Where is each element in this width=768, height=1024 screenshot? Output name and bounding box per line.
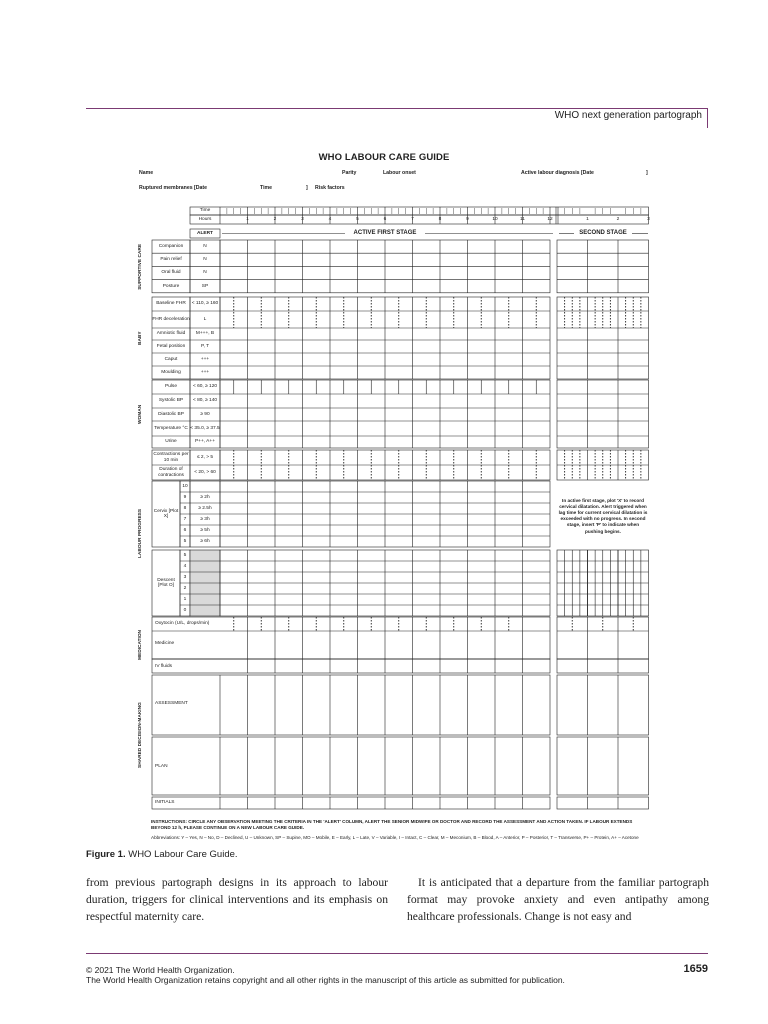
parity-label: Parity [342, 170, 357, 176]
baby-alert-value: P, T [200, 343, 210, 349]
baby-alert-value: M+++, B [195, 331, 215, 337]
running-title: WHO next generation partograph [554, 110, 702, 121]
baby-row-label: Baseline FHR [156, 301, 186, 307]
initials-row [152, 797, 550, 809]
woman-row-label: Urine [165, 439, 177, 445]
iv-fluids-second-row [557, 659, 649, 673]
plan-label: PLAN [155, 764, 168, 770]
second-hour-label: 2 [616, 216, 620, 222]
contraction-alert-value: < 20, > 60 [194, 469, 216, 475]
woman-alert-value: ≥ 90 [200, 411, 210, 417]
labour-onset-label: Labour onset [383, 170, 416, 176]
woman-row-label: Pulse [165, 384, 177, 390]
supportive-alert-value: N [203, 244, 207, 250]
woman-alert-value: < 35.0, ≥ 37.5 [190, 425, 220, 431]
hour-label: 12 [547, 216, 553, 222]
baby-row-label: Fetal position [156, 343, 186, 349]
descent-station-number: 0 [183, 607, 187, 613]
section-supportive-care: SUPPORTIVE CARE [138, 243, 143, 290]
hour-label: 8 [438, 216, 442, 222]
contraction-alert-value: ≤ 2, > 5 [196, 454, 214, 460]
cervix-alert-value: ≥ 5h [200, 527, 210, 533]
figure-label: Figure 1. [86, 849, 126, 860]
supportive-alert-value: SP [201, 283, 209, 289]
supportive-row-label: Oral fluid [161, 270, 181, 276]
hour-label: 5 [356, 216, 359, 222]
footer-copyright: © 2021 The World Health Organization. [86, 965, 235, 975]
cervix-alert-value: ≥ 2.5h [198, 505, 212, 511]
section-shared-decision-making: SHARED DECISION-MAKING [138, 702, 143, 768]
cervix-note: In active first stage, plot 'X' to record cervical dilatation. Alert triggered when lag time for current cervical dilatation is exceeded with no progress. In second stage, insert 'P' to indicate when pushing begins. [558, 498, 648, 534]
body-left-column: from previous partograph designs in its approach to labour duration, triggers for clinical interventions and its emphasis on respectful maternity care. [86, 876, 388, 923]
hour-label: 10 [492, 216, 498, 222]
cervix-dilation-number: 7 [183, 516, 187, 522]
oxytocin-label: Oxytocin (U/L, drops/min) [155, 621, 210, 627]
medicine-label: Medicine [155, 641, 175, 647]
hours-row-label: Hours [198, 216, 212, 222]
second-hour-label: 3 [647, 216, 650, 222]
figure-caption [86, 849, 238, 860]
woman-row-label: Diastolic BP [158, 411, 184, 417]
hour-label: 9 [466, 216, 469, 222]
hour-label: 4 [328, 216, 332, 222]
supportive-alert-value: N [203, 270, 207, 276]
woman-row-label: Systolic BP [158, 398, 184, 404]
ruptured-membranes-label: Ruptured membranes [Date [139, 185, 208, 191]
hour-label: 1 [246, 216, 249, 222]
cervix-label: Cervix [Plot X] [153, 508, 179, 519]
active-first-stage-label: ACTIVE FIRST STAGE [353, 230, 417, 237]
cervix-dilation-number: 6 [183, 527, 187, 533]
active-diagnosis-close: ] [646, 170, 648, 176]
plan-second-box [557, 737, 649, 795]
rupture-bracket-close: ] [306, 185, 308, 191]
second-stage-label: SECOND STAGE [579, 230, 627, 237]
woman-alert-value: < 80, ≥ 140 [192, 398, 218, 404]
rupture-time-label: Time [260, 185, 273, 191]
baby-row-label: Caput [164, 356, 178, 362]
footer-rule [86, 953, 708, 954]
baby-alert-value: L [203, 316, 207, 322]
section-woman: WOMAN [138, 404, 143, 424]
cervix-dilation-number: 10 [182, 483, 188, 489]
baby-alert-value: +++ [200, 369, 210, 375]
baby-alert-value: < 110, ≥ 160 [191, 301, 219, 307]
baby-row-label: FHR deceleration [152, 316, 190, 322]
iv-fluids-label: IV fluids [155, 664, 173, 670]
descent-station-number: 1 [183, 596, 187, 602]
descent-station-number: 3 [183, 574, 187, 580]
descent-station-number: 4 [183, 563, 187, 569]
plan-box [152, 737, 550, 795]
instructions-text: INSTRUCTIONS: CIRCLE ANY OBSERVATION MEETING THE CRITERIA IN THE 'ALERT' COLUMN, ALERT THE SENIOR MIDWIFE OR DOCTOR AND RECORD THE ASSESSMENT AND ACTION TAKEN. IF LABOUR EXTENDS BEYOND 12 h, PLEASE CONTINUE ON A NEW LABOUR CARE GUIDE. [151, 819, 633, 830]
supportive-row-label: Companion [158, 244, 184, 250]
baby-row-label: Moulding [161, 369, 181, 375]
descent-station-number: 2 [183, 585, 187, 591]
time-row-label: Time [199, 208, 211, 214]
section-labour-progress: LABOUR PROGRESS [138, 508, 143, 558]
name-label: Name [139, 170, 154, 176]
cervix-dilation-number: 8 [183, 505, 187, 511]
initials-label: INITIALS [155, 800, 175, 806]
baby-row-label: Amniotic fluid [156, 331, 186, 337]
hour-label: 3 [301, 216, 304, 222]
page-number: 1659 [683, 963, 708, 975]
hour-label: 11 [520, 216, 525, 222]
woman-alert-value: P++, A++ [194, 439, 215, 445]
descent-station-number: 5 [183, 552, 187, 558]
cervix-alert-value: ≥ 3h [200, 516, 210, 522]
abbreviations-text: Abbreviations: Y – Yes, N – No, D – Declined, U – Unknown, SP – Supine, MO – Mobile, E – Early, L – Late, V – Variable, I – Intact, C – Clear, M – Meconium, B – Blood, A – Anterior, P – Posterior, T – Transverse, P+ – Protein, A+ – Acetone [151, 835, 639, 840]
cervix-alert-value: ≥ 6h [200, 538, 210, 544]
cervix-alert-value [190, 481, 220, 492]
alert-header: ALERT [197, 230, 213, 236]
supportive-alert-value: N [203, 257, 207, 263]
form-title: WHO LABOUR CARE GUIDE [318, 152, 450, 163]
figure-caption-text: WHO Labour Care Guide. [128, 849, 238, 860]
cervix-dilation-number: 9 [183, 494, 187, 500]
contraction-row-label: Duration of contractions [158, 467, 184, 478]
woman-row-label: Temperature °C [154, 425, 188, 431]
contraction-row-label: Contractions per 10 min [153, 452, 189, 463]
second-hour-label: 1 [586, 216, 589, 222]
hour-label: 7 [411, 216, 414, 222]
supportive-row-label: Pain relief [160, 257, 182, 263]
hour-label: 6 [383, 216, 387, 222]
section-baby: BABY [138, 331, 143, 345]
assessment-second-box [557, 675, 649, 735]
body-right-column: It is anticipated that a departure from the familiar partograph format may provoke anxiety and even antipathy among healthcare professionals. Change is not easy and [407, 876, 709, 923]
footer-rights: The World Health Organization retains copyright and all other rights in the manuscript of this article as submitted for publication. [86, 975, 565, 985]
descent-label: Descent [Plot O] [157, 577, 175, 588]
section-medication: MEDICATION [138, 629, 143, 661]
woman-alert-value: < 60, ≥ 120 [192, 384, 218, 390]
baby-alert-value: +++ [200, 356, 210, 362]
assessment-box [152, 675, 550, 735]
cervix-dilation-number: 5 [183, 538, 187, 544]
assessment-label: ASSESSMENT [155, 701, 188, 707]
risk-factors-label: Risk factors [315, 185, 345, 191]
hour-label: 2 [273, 216, 277, 222]
supportive-row-label: Posture [162, 283, 180, 289]
cervix-alert-value: ≥ 2h [200, 494, 210, 500]
active-diagnosis-label: Active labour diagnosis [Date [521, 170, 594, 176]
woman-second-grid [557, 380, 649, 448]
initials-second-row [557, 797, 649, 809]
